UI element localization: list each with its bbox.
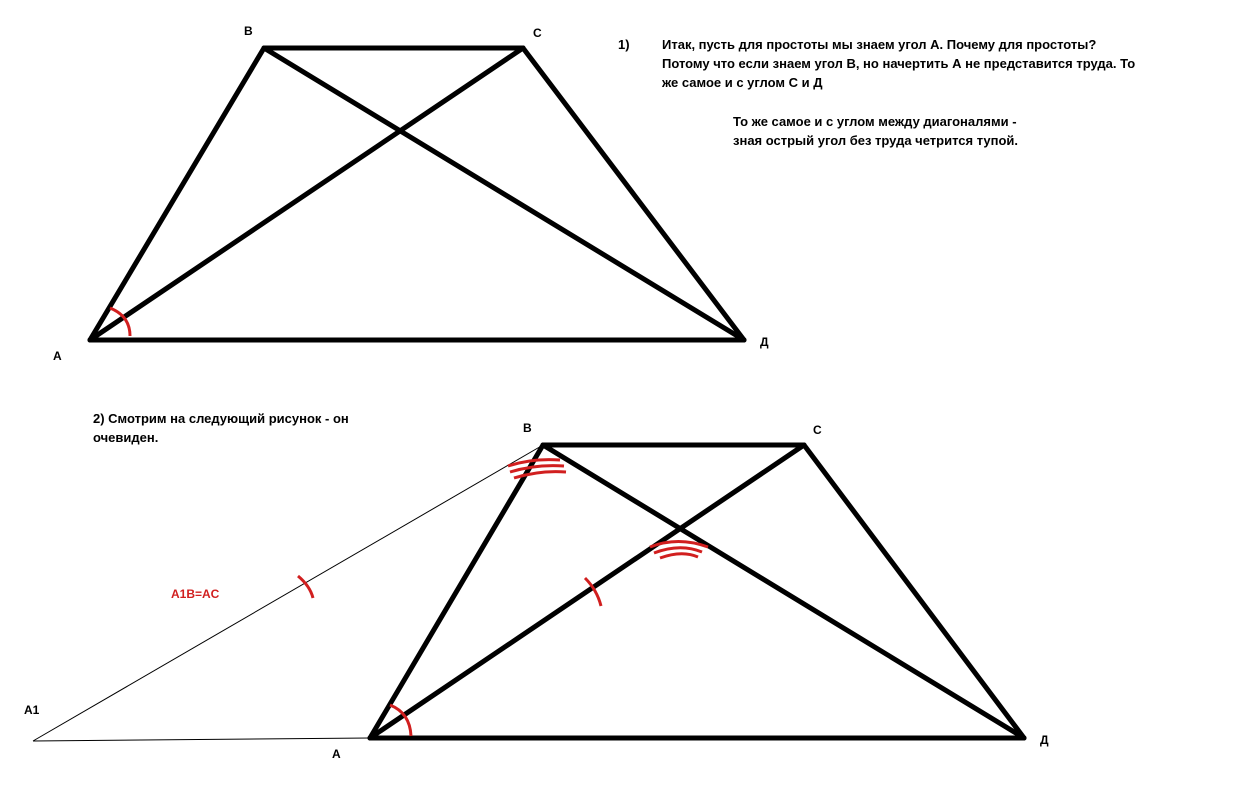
angle-o-arc-2 <box>654 548 702 553</box>
vertex-label-c-2: C <box>813 423 822 437</box>
angle-marks-2 <box>298 460 708 736</box>
vertex-label-b-1: B <box>244 24 253 38</box>
line-a1-b <box>33 445 543 741</box>
trapezoid-1 <box>90 48 744 340</box>
vertex-label-a1: A1 <box>24 703 40 717</box>
line-a1-a <box>33 738 370 741</box>
step-1-note-line-2: зная острый угол без труда четрится тупой. <box>733 132 1019 148</box>
step-1-note <box>733 113 1018 151</box>
step-1-line-3: же самое и с углом С и Д <box>662 74 823 90</box>
vertex-label-d-1: Д <box>760 335 769 349</box>
step-1-note-line-1: То же самое и с углом между диагоналями - <box>733 114 1017 129</box>
side-ab-1 <box>90 48 264 340</box>
diagonal-bd-2 <box>543 445 1024 738</box>
side-cd-2 <box>804 445 1024 738</box>
vertex-label-a-2: A <box>332 747 341 761</box>
vertex-label-d-2: Д <box>1040 733 1049 747</box>
vertex-label-a-1: A <box>53 349 62 363</box>
side-ab-2 <box>370 445 543 738</box>
step-2-paragraph <box>93 410 349 448</box>
step-2-line-2: очевиден. <box>93 429 159 445</box>
extension-lines <box>33 445 543 741</box>
equality-label: A1B=AC <box>171 587 220 601</box>
step-1-line-2: Потому что если знаем угол В, но начертить А не представится труда. То <box>662 55 1136 71</box>
step-1-line-1: Итак, пусть для простоты мы знаем угол А. Почему для простоты? <box>662 37 1097 52</box>
angle-b-arc-3 <box>514 472 566 478</box>
vertex-label-b-2: B <box>523 421 532 435</box>
diagonal-ac-2 <box>370 445 804 738</box>
diagonal-ac-1 <box>90 48 523 340</box>
angle-o-arc-3 <box>660 554 698 558</box>
step-1-number: 1) <box>618 37 630 52</box>
step-2-line-1: 2) Смотрим на следующий рисунок - он <box>93 411 349 426</box>
vertex-label-c-1: C <box>533 26 542 40</box>
step-1-paragraph <box>662 36 1135 93</box>
